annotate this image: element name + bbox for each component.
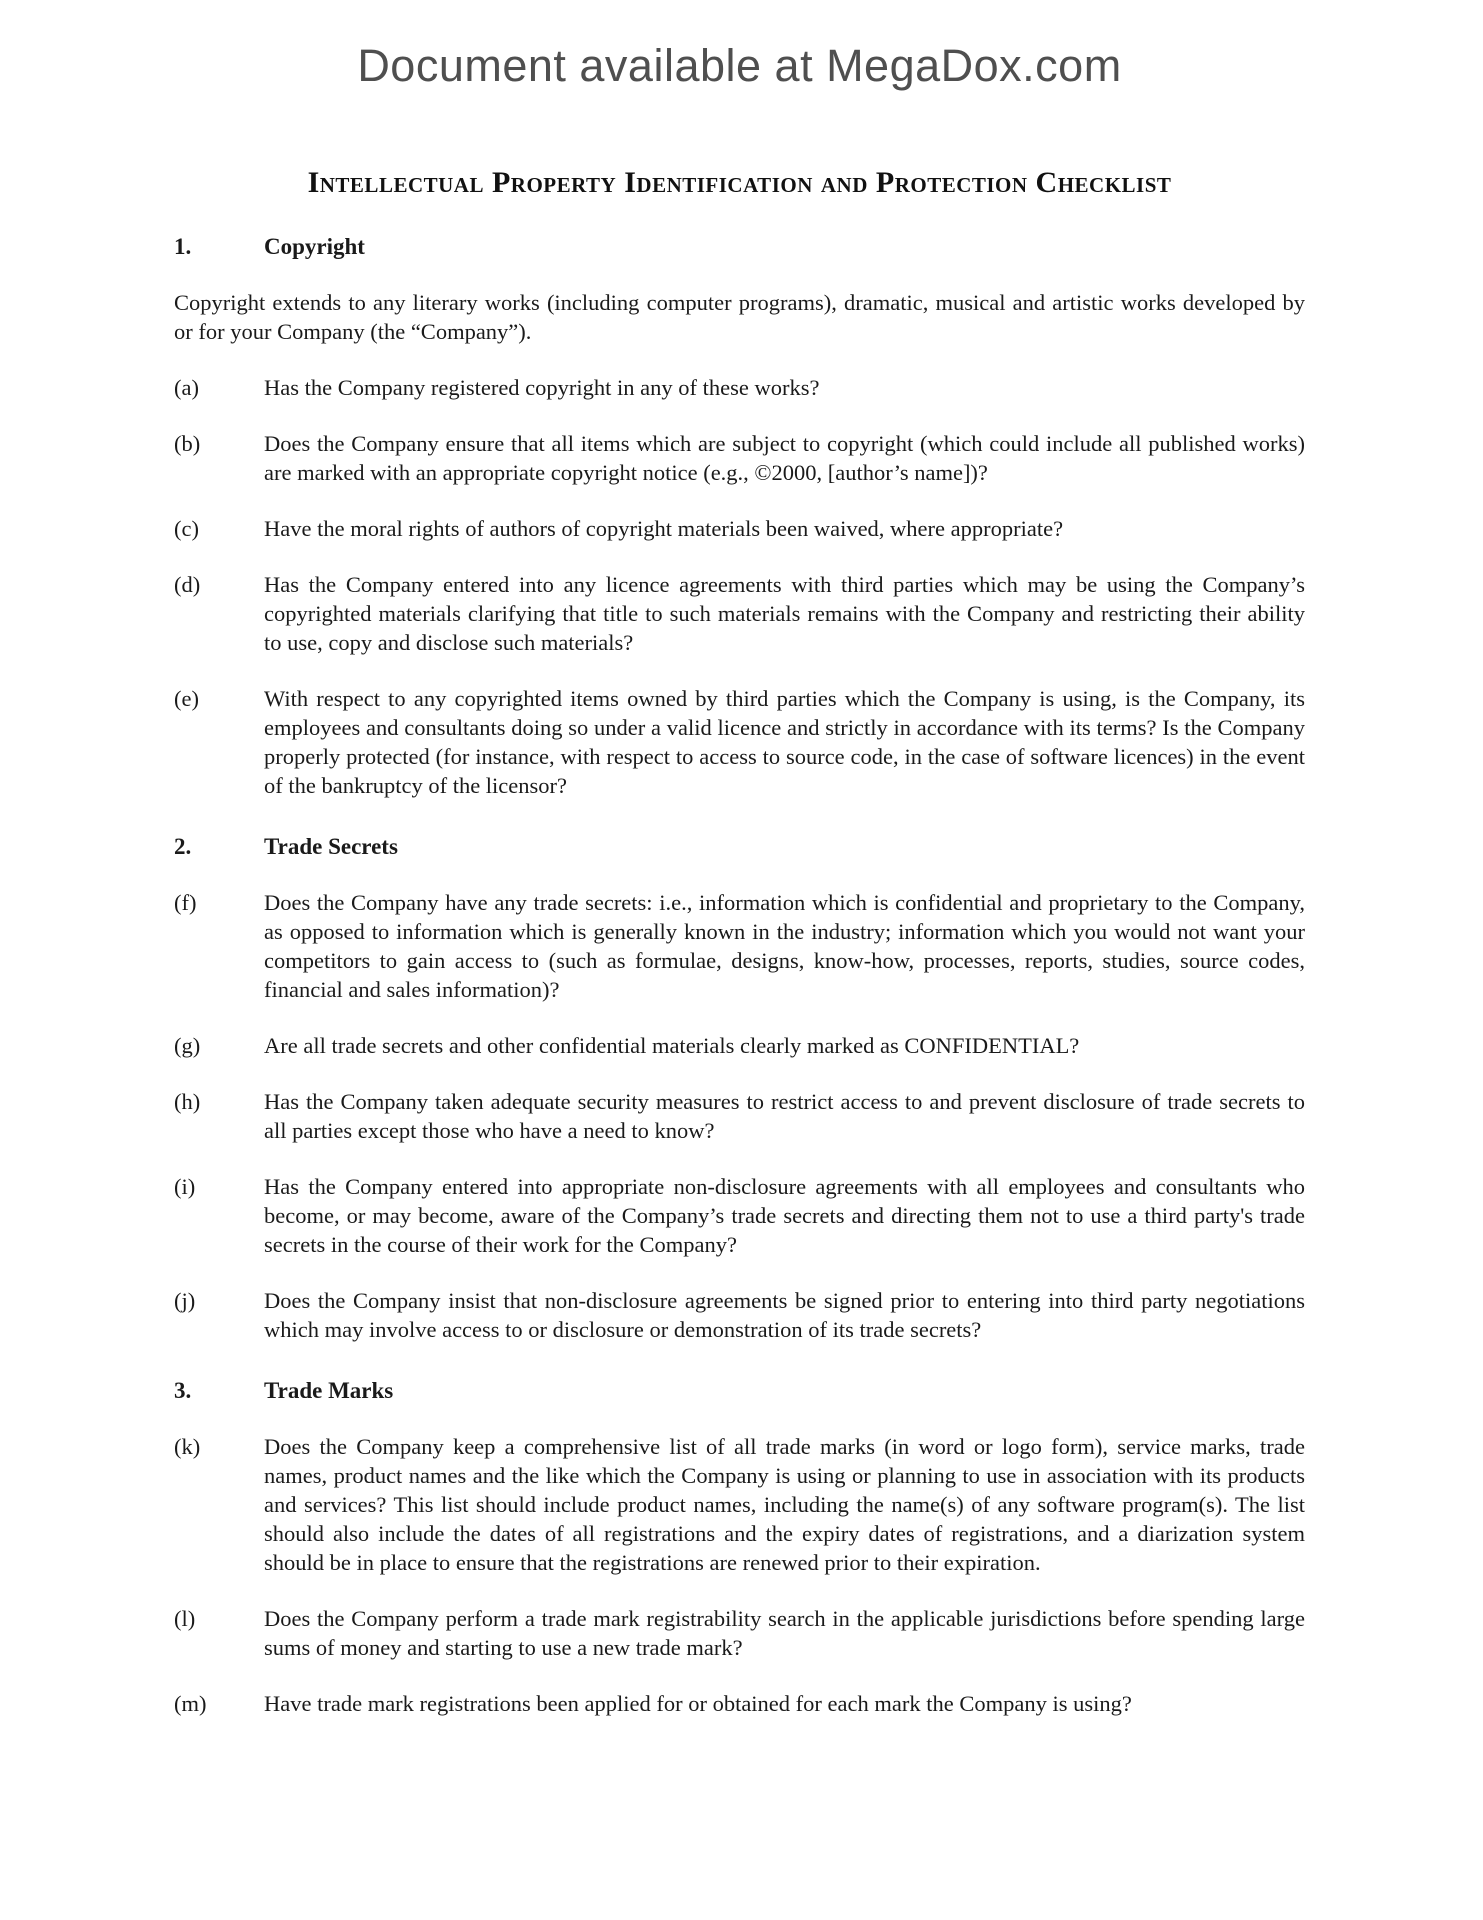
item-text: Has the Company entered into any licence agreements with third parties which may be using the Company’s copyrighted materials clarifying that title to such materials remains with the Company and restricting their ability to use, copy and disclose such materials? xyxy=(264,572,1305,655)
item-label: (c) xyxy=(174,516,199,541)
section-trade-marks xyxy=(174,1376,1305,1718)
checklist-item-l xyxy=(174,1604,1305,1662)
checklist-item-d xyxy=(174,570,1305,657)
item-text: Does the Company insist that non-disclosure agreements be signed prior to entering into third party negotiations which may involve access to or disclosure or demonstration of its trade secrets? xyxy=(264,1288,1305,1342)
item-label: (i) xyxy=(174,1174,196,1199)
section-title: Trade Marks xyxy=(264,1378,394,1403)
section-copyright xyxy=(174,232,1305,800)
checklist-item-j xyxy=(174,1286,1305,1344)
section-heading xyxy=(174,232,1305,261)
section-number: 2. xyxy=(174,834,192,859)
item-label: (d) xyxy=(174,572,201,597)
section-title: Copyright xyxy=(264,234,365,259)
checklist-item-a xyxy=(174,373,1305,402)
item-text: With respect to any copyrighted items owned by third parties which the Company is using, is the Company, its employees and consultants doing so under a valid licence and strictly in accordance with its terms? Is the Company properly protected (for instance, with respect to access to source code, in the case of software licences) in the event of the bankruptcy of the licensor? xyxy=(264,686,1305,798)
section-heading xyxy=(174,1376,1305,1405)
item-text: Has the Company entered into appropriate non-disclosure agreements with all employees and consultants who become, or may become, aware of the Company’s trade secrets and directing them not to use a third party's trade secrets in the course of their work for the Company? xyxy=(264,1174,1305,1257)
checklist-item-f xyxy=(174,888,1305,1004)
item-label: (f) xyxy=(174,890,197,915)
section-intro: Copyright extends to any literary works (including computer programs), dramatic, musical and artistic works developed by or for your Company (the “Company”). xyxy=(174,290,1305,344)
item-text: Does the Company perform a trade mark registrability search in the applicable jurisdictions before spending large sums of money and starting to use a new trade mark? xyxy=(264,1606,1305,1660)
item-label: (m) xyxy=(174,1691,207,1716)
item-text: Are all trade secrets and other confidential materials clearly marked as CONFIDENTIAL? xyxy=(264,1033,1080,1058)
checklist-item-c xyxy=(174,514,1305,543)
item-label: (a) xyxy=(174,375,199,400)
section-title: Trade Secrets xyxy=(264,834,398,859)
section-number: 3. xyxy=(174,1378,192,1403)
section-number: 1. xyxy=(174,234,192,259)
item-text: Does the Company have any trade secrets: i.e., information which is confidential and proprietary to the Company, as opposed to information which is generally known in the industry; information which you would not want your competitors to gain access to (such as formulae, designs, know-how, processes, reports, studies, source codes, financial and sales information)? xyxy=(264,890,1305,1002)
item-text: Has the Company taken adequate security measures to restrict access to and prevent disclosure of trade secrets to all parties except those who have a need to know? xyxy=(264,1089,1305,1143)
item-text: Has the Company registered copyright in any of these works? xyxy=(264,375,820,400)
document-title: Intellectual Property Identification and Protection Checklist xyxy=(307,166,1172,199)
item-label: (b) xyxy=(174,431,201,456)
item-label: (h) xyxy=(174,1089,201,1114)
checklist-item-b xyxy=(174,429,1305,487)
item-label: (j) xyxy=(174,1288,196,1313)
item-text: Have trade mark registrations been applied for or obtained for each mark the Company is using? xyxy=(264,1691,1132,1716)
checklist-item-e xyxy=(174,684,1305,800)
checklist-item-k xyxy=(174,1432,1305,1577)
checklist-item-i xyxy=(174,1172,1305,1259)
checklist-item-g xyxy=(174,1031,1305,1060)
section-heading xyxy=(174,832,1305,861)
item-text: Have the moral rights of authors of copyright materials been waived, where appropriate? xyxy=(264,516,1064,541)
item-text: Does the Company keep a comprehensive list of all trade marks (in word or logo form), service marks, trade names, product names and the like which the Company is using or planning to use in association with its products and services? This list should include product names, including the name(s) of any software program(s). The list should also include the dates of all registrations and the expiry dates of registrations, and a diarization system should be in place to ensure that the registrations are renewed prior to their expiration. xyxy=(264,1434,1305,1575)
item-label: (k) xyxy=(174,1434,201,1459)
section-trade-secrets xyxy=(174,832,1305,1344)
item-label: (e) xyxy=(174,686,199,711)
item-label: (g) xyxy=(174,1033,201,1058)
checklist-item-m xyxy=(174,1689,1305,1718)
item-label: (l) xyxy=(174,1606,196,1631)
checklist-item-h xyxy=(174,1087,1305,1145)
watermark-text: Document available at MegaDox.com xyxy=(357,40,1122,91)
document-content xyxy=(0,40,1483,1718)
item-text: Does the Company ensure that all items which are subject to copyright (which could include all published works) are marked with an appropriate copyright notice (e.g., ©2000, [author’s name])? xyxy=(264,431,1305,485)
